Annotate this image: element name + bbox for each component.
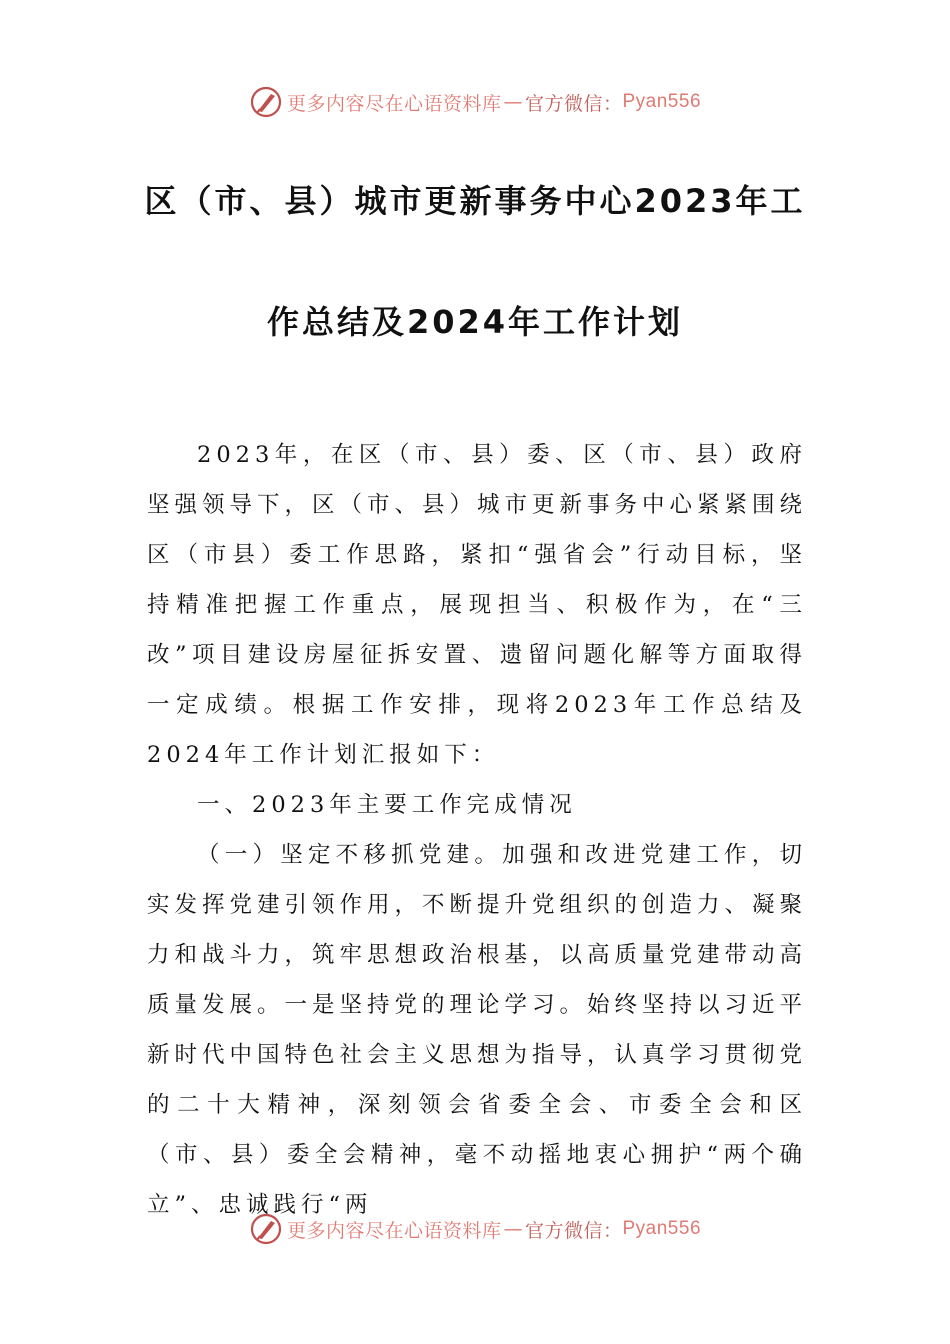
document-body xyxy=(147,430,807,1230)
section-1-heading: 一、2023年主要工作完成情况 xyxy=(197,792,577,818)
watermark-header xyxy=(0,82,950,122)
document-title-line-1: 区（市、县）城市更新事务中心2023年工 xyxy=(144,182,806,220)
watermark-wechat-id: Pyan556 xyxy=(622,1218,702,1239)
section-1-paragraph-1: （一）坚定不移抓党建。加强和改进党建工作，切实发挥党建引领作用，不断提升党组织的创造力、凝聚力和战斗力，筑牢思想政治根基，以高质量党建带动高质量发展。一是坚持党的理论学习。始终坚持以习近平新时代中国特色社会主义思想为指导，认真学习贯彻党的二十大精神，深刻领会省委全会、市委全会和区（市、县）委全会精神，毫不动摇地衷心拥护“两个确立”、忠诚践行“两 xyxy=(147,842,808,1218)
intro-paragraph: 2023年，在区（市、县）委、区（市、县）政府坚强领导下，区（市、县）城市更新事务中心紧紧围绕区（市县）委工作思路，紧扣“强省会”行动目标，坚持精准把握工作重点，展现担当、积极作为，在“三改”项目建设房屋征拆安置、遗留问题化解等方面取得一定成绩。根据工作安排，现将2023年工作总结及2024年工作计划汇报如下： xyxy=(147,442,808,768)
watermark-footer xyxy=(0,1209,950,1249)
watermark-separator: — xyxy=(503,1218,523,1240)
watermark-label: 官方微信： xyxy=(524,92,623,115)
watermark-label: 官方微信： xyxy=(524,1219,623,1242)
watermark-brand: 更多内容尽在心语资料库 xyxy=(286,1219,502,1242)
quill-pen-logo-icon xyxy=(249,1212,283,1246)
watermark-wechat-id: Pyan556 xyxy=(622,91,702,112)
watermark-separator: — xyxy=(503,91,523,113)
watermark-brand: 更多内容尽在心语资料库 xyxy=(286,92,502,115)
quill-pen-logo-icon xyxy=(249,85,283,119)
document-title-line-2: 作总结及2024年工作计划 xyxy=(266,303,684,341)
